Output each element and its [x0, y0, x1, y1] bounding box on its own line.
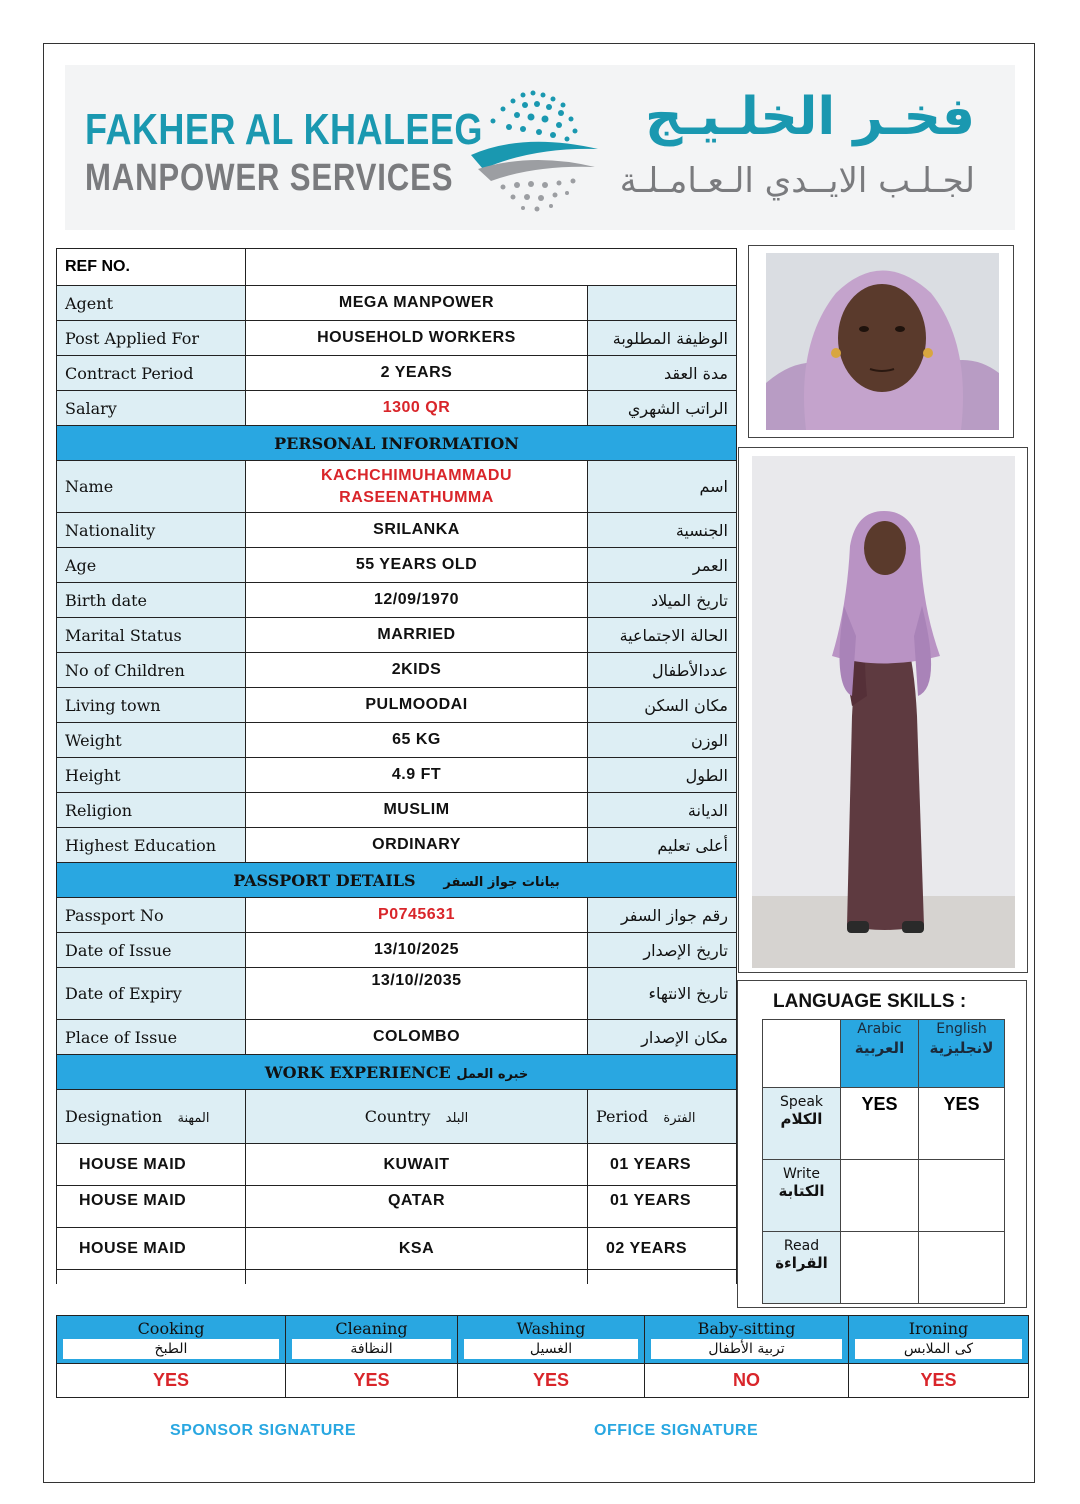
- work-title-en: WORK EXPERIENCE: [264, 1062, 451, 1082]
- language-skills-title: LANGUAGE SKILLS :: [773, 991, 967, 1012]
- personal-row: [57, 793, 737, 828]
- work-designation: HOUSE MAID: [57, 1228, 246, 1270]
- language-row: [763, 1088, 1005, 1160]
- marital-label: Marital Status: [57, 618, 246, 653]
- skill-name-ar: كى الملابس: [855, 1339, 1022, 1359]
- personal-row: [57, 618, 737, 653]
- office-signature-label: OFFICE SIGNATURE: [594, 1422, 759, 1439]
- agent-value: MEGA MANPOWER: [246, 286, 588, 321]
- personal-row: [57, 723, 737, 758]
- passport-no-value: P0745631: [246, 898, 588, 933]
- household-skills-table: [56, 1315, 1029, 1398]
- personal-row: [57, 513, 737, 548]
- portrait-photo-image: [766, 253, 999, 430]
- empty-cell: [588, 1270, 737, 1284]
- name-label: Name: [57, 461, 246, 513]
- designation-header-en: Designation: [65, 1107, 163, 1126]
- town-label-ar: مكان السكن: [588, 688, 737, 723]
- country-header-en: Country: [364, 1107, 431, 1126]
- skill-name-ar: الغسيل: [464, 1339, 638, 1359]
- religion-value: MUSLIM: [246, 793, 588, 828]
- empty-cell: [57, 1270, 246, 1284]
- skill-header: [645, 1316, 849, 1364]
- speak-arabic-value: YES: [841, 1088, 919, 1160]
- read-label-en: Read: [783, 1238, 820, 1254]
- write-label-en: Write: [783, 1166, 820, 1182]
- passport-no-label: Passport No: [57, 898, 246, 933]
- country-header: [246, 1090, 588, 1144]
- baby-sitting-value: NO: [645, 1364, 849, 1398]
- section-header: [57, 426, 737, 461]
- arabic-header-en: Arabic: [857, 1021, 902, 1037]
- birthdate-label: Birth date: [57, 583, 246, 618]
- work-experience-title: [57, 1055, 737, 1090]
- personal-row: [57, 828, 737, 863]
- skills-value-row: [57, 1364, 1029, 1398]
- company-logo-icon: [463, 77, 603, 217]
- expiry-date-value: 13/10//2035: [246, 968, 588, 1020]
- weight-label: Weight: [57, 723, 246, 758]
- name-line-2: RASEENATHUMMA: [339, 488, 494, 506]
- speak-english-value: YES: [919, 1088, 1005, 1160]
- skill-name-en: Ironing: [908, 1319, 969, 1338]
- marital-label-ar: الحالة الاجتماعية: [588, 618, 737, 653]
- birthdate-label-ar: تاريخ الميلاد: [588, 583, 737, 618]
- issue-date-label-ar: تاريخ الإصدار: [588, 933, 737, 968]
- work-country: KUWAIT: [246, 1144, 588, 1186]
- english-column-header: [919, 1020, 1005, 1088]
- work-designation: HOUSE MAID: [57, 1144, 246, 1186]
- children-label-ar: عددالأطفال: [588, 653, 737, 688]
- english-header-en: English: [936, 1021, 987, 1037]
- read-english-value: [919, 1232, 1005, 1304]
- read-label-ar: القراءة: [775, 1254, 828, 1272]
- ironing-value: YES: [849, 1364, 1029, 1398]
- full-body-photo-image: [752, 456, 1015, 968]
- info-row: [57, 391, 737, 426]
- speak-label-en: Speak: [779, 1094, 824, 1110]
- passport-title-ar: بيانات جواز السفر: [443, 874, 560, 890]
- company-header: [65, 65, 1015, 230]
- religion-label: Religion: [57, 793, 246, 828]
- info-row: [57, 286, 737, 321]
- ref-row: [57, 249, 737, 286]
- skill-name-ar: الطبخ: [63, 1339, 279, 1359]
- work-row-empty: [57, 1270, 737, 1284]
- passport-row: [57, 968, 737, 1020]
- work-row: [57, 1228, 737, 1270]
- issue-place-value: COLOMBO: [246, 1020, 588, 1055]
- birthdate-value: 12/09/1970: [246, 583, 588, 618]
- company-subtitle-ar: لجـلـب الايــدي الـعـامـلـة: [619, 161, 975, 201]
- sponsor-signature-label: SPONSOR SIGNATURE: [170, 1422, 356, 1439]
- marital-value: MARRIED: [246, 618, 588, 653]
- full-body-photo: [738, 447, 1028, 973]
- skill-header: [57, 1316, 286, 1364]
- empty-cell: [246, 1270, 588, 1284]
- education-value: ORDINARY: [246, 828, 588, 863]
- work-country: KSA: [246, 1228, 588, 1270]
- contract-label-ar: مدة العقد: [588, 356, 737, 391]
- issue-date-value: 13/10/2025: [246, 933, 588, 968]
- personal-row: [57, 653, 737, 688]
- skill-header: [849, 1316, 1029, 1364]
- name-value: [246, 461, 588, 513]
- skill-name-en: Washing: [516, 1319, 586, 1338]
- religion-label-ar: الديانة: [588, 793, 737, 828]
- speak-label-ar: الكلام: [780, 1110, 823, 1128]
- contract-label: Contract Period: [57, 356, 246, 391]
- section-header: [57, 863, 737, 898]
- ref-label: REF NO.: [57, 249, 246, 286]
- skill-header: [286, 1316, 458, 1364]
- work-country: QATAR: [246, 1186, 588, 1228]
- write-label-ar: الكتابة: [778, 1182, 825, 1200]
- age-value: 55 YEARS OLD: [246, 548, 588, 583]
- education-label: Highest Education: [57, 828, 246, 863]
- salary-label: Salary: [57, 391, 246, 426]
- company-subtitle-en: MANPOWER SERVICES: [85, 157, 454, 199]
- agent-label-ar: [588, 286, 737, 321]
- skill-name-ar: النظافة: [292, 1339, 451, 1359]
- cooking-value: YES: [57, 1364, 286, 1398]
- washing-value: YES: [458, 1364, 645, 1398]
- work-period: 02 YEARS: [588, 1228, 737, 1270]
- post-label: Post Applied For: [57, 321, 246, 356]
- work-header-row: [57, 1090, 737, 1144]
- work-row: [57, 1186, 737, 1228]
- work-period: 01 YEARS: [588, 1186, 737, 1228]
- period-header-en: Period: [596, 1107, 649, 1126]
- post-label-ar: الوظيفة المطلوبة: [588, 321, 737, 356]
- work-row: [57, 1144, 737, 1186]
- write-label: [763, 1160, 841, 1232]
- salary-label-ar: الراتب الشهري: [588, 391, 737, 426]
- arabic-column-header: [841, 1020, 919, 1088]
- children-label: No of Children: [57, 653, 246, 688]
- skill-name-en: Cooking: [137, 1319, 205, 1338]
- personal-row: [57, 583, 737, 618]
- work-period: 01 YEARS: [588, 1144, 737, 1186]
- portrait-photo: [748, 245, 1014, 438]
- personal-info-title: PERSONAL INFORMATION: [57, 426, 737, 461]
- skills-header-row: [57, 1316, 1029, 1364]
- name-line-1: KACHCHIMUHAMMADU: [320, 466, 513, 484]
- work-designation: HOUSE MAID: [57, 1186, 246, 1228]
- work-title-ar: خبره العمل: [456, 1066, 529, 1082]
- weight-value: 65 KG: [246, 723, 588, 758]
- height-label-ar: الطول: [588, 758, 737, 793]
- passport-no-label-ar: رقم جواز السفر: [588, 898, 737, 933]
- skill-name-en: Baby-sitting: [697, 1319, 796, 1338]
- name-row: [57, 461, 737, 513]
- write-english-value: [919, 1160, 1005, 1232]
- issue-place-label: Place of Issue: [57, 1020, 246, 1055]
- skill-header: [458, 1316, 645, 1364]
- age-label: Age: [57, 548, 246, 583]
- passport-row: [57, 898, 737, 933]
- cleaning-value: YES: [286, 1364, 458, 1398]
- issue-place-label-ar: مكان الإصدار: [588, 1020, 737, 1055]
- town-value: PULMOODAI: [246, 688, 588, 723]
- read-arabic-value: [841, 1232, 919, 1304]
- language-skills-panel: [737, 980, 1027, 1308]
- country-header-ar: البلد: [445, 1111, 469, 1126]
- expiry-date-label: Date of Expiry: [57, 968, 246, 1020]
- language-row: [763, 1160, 1005, 1232]
- language-skills-table: [762, 1019, 1005, 1304]
- applicant-info-table: [56, 248, 737, 1284]
- period-header-ar: الفترة: [663, 1111, 696, 1126]
- write-arabic-value: [841, 1160, 919, 1232]
- info-row: [57, 321, 737, 356]
- speak-label: [763, 1088, 841, 1160]
- passport-title-en: PASSPORT DETAILS: [233, 870, 416, 890]
- skill-name-ar: تربية الأطفال: [651, 1339, 842, 1359]
- designation-header: [57, 1090, 246, 1144]
- company-name-en: FAKHER AL KHALEEG: [85, 105, 483, 154]
- agent-label: Agent: [57, 286, 246, 321]
- arabic-header-ar: العربية: [854, 1039, 905, 1057]
- salary-value: 1300 QR: [246, 391, 588, 426]
- weight-label-ar: الوزن: [588, 723, 737, 758]
- issue-date-label: Date of Issue: [57, 933, 246, 968]
- info-row: [57, 356, 737, 391]
- children-value: 2KIDS: [246, 653, 588, 688]
- empty-cell: [763, 1020, 841, 1088]
- english-header-ar: لانجليزية: [929, 1039, 994, 1057]
- nationality-label-ar: الجنسية: [588, 513, 737, 548]
- nationality-label: Nationality: [57, 513, 246, 548]
- designation-header-ar: المهنة: [177, 1111, 210, 1126]
- education-label-ar: أعلى تعليم: [588, 828, 737, 863]
- language-header-row: [763, 1020, 1005, 1088]
- period-header: [588, 1090, 737, 1144]
- expiry-date-label-ar: تاريخ الانتهاء: [588, 968, 737, 1020]
- passport-row: [57, 933, 737, 968]
- age-label-ar: العمر: [588, 548, 737, 583]
- section-header: [57, 1055, 737, 1090]
- language-row: [763, 1232, 1005, 1304]
- height-value: 4.9 FT: [246, 758, 588, 793]
- personal-row: [57, 548, 737, 583]
- personal-row: [57, 688, 737, 723]
- height-label: Height: [57, 758, 246, 793]
- post-value: HOUSEHOLD WORKERS: [246, 321, 588, 356]
- name-label-ar: اسم: [588, 461, 737, 513]
- contract-value: 2 YEARS: [246, 356, 588, 391]
- personal-row: [57, 758, 737, 793]
- passport-row: [57, 1020, 737, 1055]
- ref-value: [246, 249, 737, 286]
- nationality-value: SRILANKA: [246, 513, 588, 548]
- town-label: Living town: [57, 688, 246, 723]
- company-name-ar: فخـر الخلـيـج: [644, 87, 975, 147]
- passport-details-title: [57, 863, 737, 898]
- read-label: [763, 1232, 841, 1304]
- skill-name-en: Cleaning: [335, 1319, 408, 1338]
